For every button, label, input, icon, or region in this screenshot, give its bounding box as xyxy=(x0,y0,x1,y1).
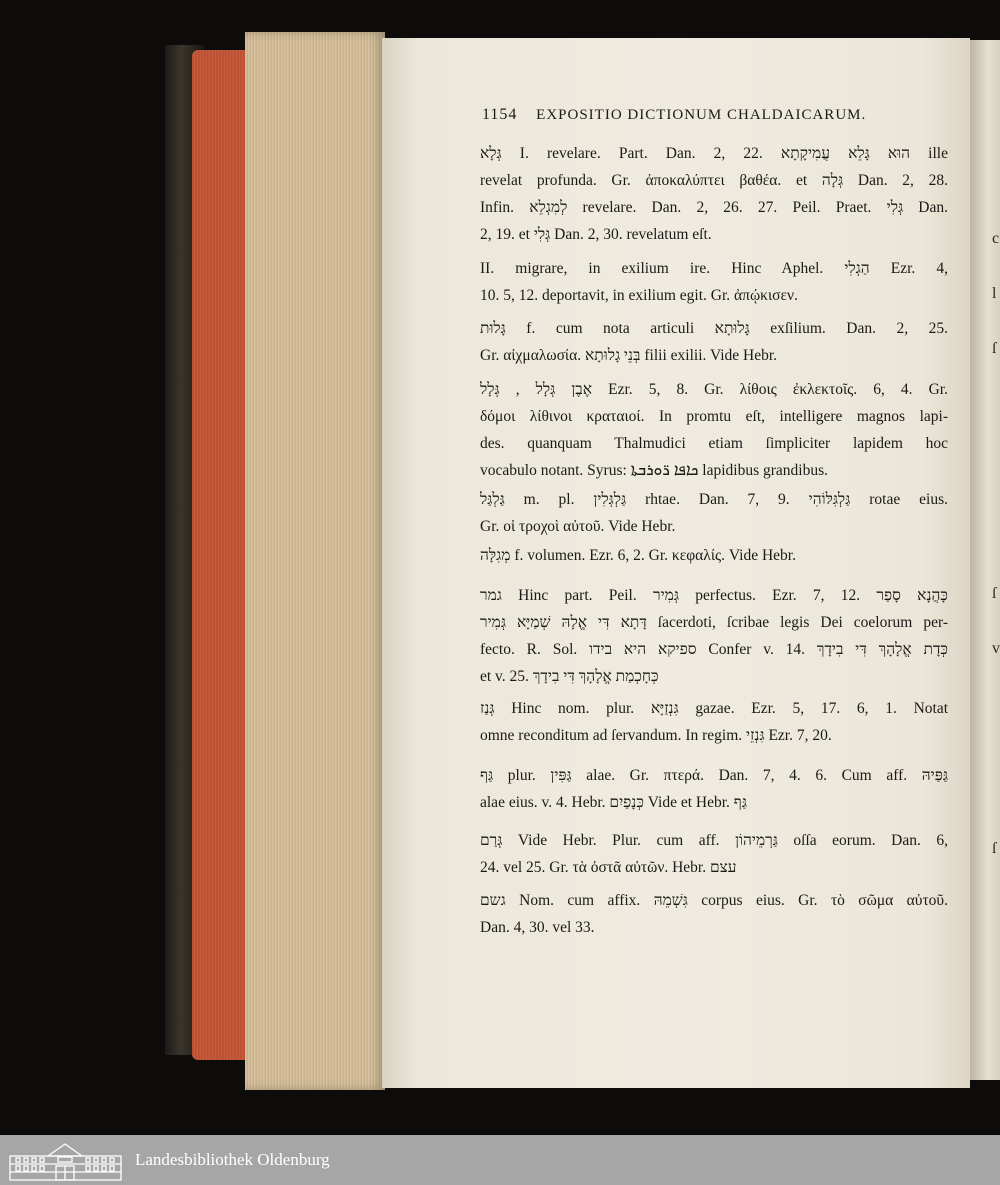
library-building-icon xyxy=(8,1138,123,1182)
text-line: מְגִלָּה f. volumen. Ezr. 6, 2. Gr. κεφαλίς. Vide Hebr. xyxy=(480,547,796,564)
dictionary-entry xyxy=(480,827,948,881)
dictionary-entry xyxy=(480,376,948,484)
dictionary-entry xyxy=(480,582,948,690)
dictionary-entry xyxy=(480,695,948,749)
text-line: אֶבֶן גְּלָל , גְּלָל Ezr. 5, 8. Gr. λίθοις ἐκλεκτοῖς. 6, 4. Gr. xyxy=(480,381,948,398)
dictionary-entry xyxy=(480,140,948,248)
text-line: גשם Nom. cum affix. גִּשְׁמֵהּ corpus eius. Gr. τὸ σῶμα αὐτοῦ. xyxy=(480,892,948,909)
text-line: דָּתָא דִּי אֱלָהּ שְׁמַיָּא גְּמִיר ſacerdoti, ſcribae legis Dei coelorum per- xyxy=(480,614,948,631)
text-line: Gr. οἱ τροχοὶ αὐτοῦ. Vide Hebr. xyxy=(480,518,676,535)
dictionary-entry xyxy=(480,255,948,309)
dictionary-entry xyxy=(480,315,948,369)
text-line: omne reconditum ad ſervandum. In regim. גִּנְזֵי Ezr. 7, 20. xyxy=(480,727,832,744)
text-line: גָּלוּת f. cum nota articuli גָּלוּתָא exſilium. Dan. 2, 25. xyxy=(480,320,948,337)
text-line: גַּף plur. גַּפִּין alae. Gr. πτερά. Dan. 7, 4. 6. Cum aff. גַּפַּיהּ xyxy=(480,767,948,784)
text-line: et v. 25. כְּחָכְמַת אֱלָהָךְ דִּי בִידָךְ xyxy=(480,668,659,685)
institution-name: Landesbibliothek Oldenburg xyxy=(135,1150,330,1169)
footer-bar xyxy=(0,1135,1000,1185)
page-number: 1154 xyxy=(482,106,518,123)
dictionary-entry xyxy=(480,887,948,941)
text-line: 24. vel 25. Gr. τὰ ὀστᾶ αὐτῶν. Hebr. עצם xyxy=(480,859,737,876)
running-head xyxy=(482,106,866,124)
text-line: 10. 5, 12. deportavit, in exilium egit. Gr. ἀπῴκισεν. xyxy=(480,287,798,304)
text-line: גמר Hinc part. Peil. גְּמִיר perfectus. Ezr. 7, 12. כָּהֲנָא סָפַר xyxy=(480,587,948,604)
text-line: vocabulo notant. Syrus: ܟܐܦܐ ܪ̈ܘܪܒܬܐ lapidibus grandibus. xyxy=(480,462,829,479)
text-line: גַּלְגַּל m. pl. גַּלְגְּלִין rhtae. Dan. 7, 9. גַּלְגִּלּוֹהִי rotae eius. xyxy=(480,491,948,508)
red-page-edge xyxy=(192,50,252,1060)
dictionary-entry xyxy=(480,542,948,569)
text-line: des. quanquam Thalmudici etiam ſimpliciter lapidem hoc xyxy=(480,435,948,452)
running-head-title: EXPOSITIO DICTIONUM CHALDAICARUM. xyxy=(536,107,867,123)
page-edge-stack xyxy=(245,32,385,1090)
dictionary-entry xyxy=(480,486,948,540)
book-page xyxy=(382,38,970,1088)
dictionary-entry xyxy=(480,762,948,816)
facing-page-edge: c l ſ ſ v ſ xyxy=(970,40,1000,1080)
text-line: 2, 19. et גְּלִי Dan. 2, 30. revelatum eſt. xyxy=(480,226,712,243)
text-line: II. migrare, in exilium ire. Hinc Aphel. הַגְלִי Ezr. 4, xyxy=(480,260,948,277)
text-line: Dan. 4, 30. vel 33. xyxy=(480,919,595,936)
text-line: fecto. R. Sol. ספיקא היא בידו Confer v. 14. כְּדָת אֱלָהָךְ דִּי בִידָךְ xyxy=(480,641,948,658)
text-line: Infin. לְמִגְלֵא revelare. Dan. 2, 26. 27. Peil. Praet. גְּלִי Dan. xyxy=(480,199,948,216)
text-line: גְּלָא I. revelare. Part. Dan. 2, 22. הוּא גָּלֵא עֲמִיקָתָא ille xyxy=(480,145,948,162)
text-line: Gr. αἰχμαλωσία. בְּנֵי גָלוּתָא filii exilii. Vide Hebr. xyxy=(480,347,778,364)
text-line: גְּרַם Vide Hebr. Plur. cum aff. גַּרְמֵיהוֹן oſſa eorum. Dan. 6, xyxy=(480,832,948,849)
text-line: revelat profunda. Gr. ἀποκαλύπτει βαθέα. et גְּלָה Dan. 2, 28. xyxy=(480,172,948,189)
text-line: alae eius. v. 4. Hebr. כְּנָפַיִם Vide et Hebr. גַּף xyxy=(480,794,747,811)
text-line: גְּנַז Hinc nom. plur. גִּנְזַיָּא gazae. Ezr. 5, 17. 6, 1. Notat xyxy=(480,700,948,717)
text-line: δόμοι λίθινοι κραταιοί. In promtu eſt, intelligere magnos lapi- xyxy=(480,408,948,425)
